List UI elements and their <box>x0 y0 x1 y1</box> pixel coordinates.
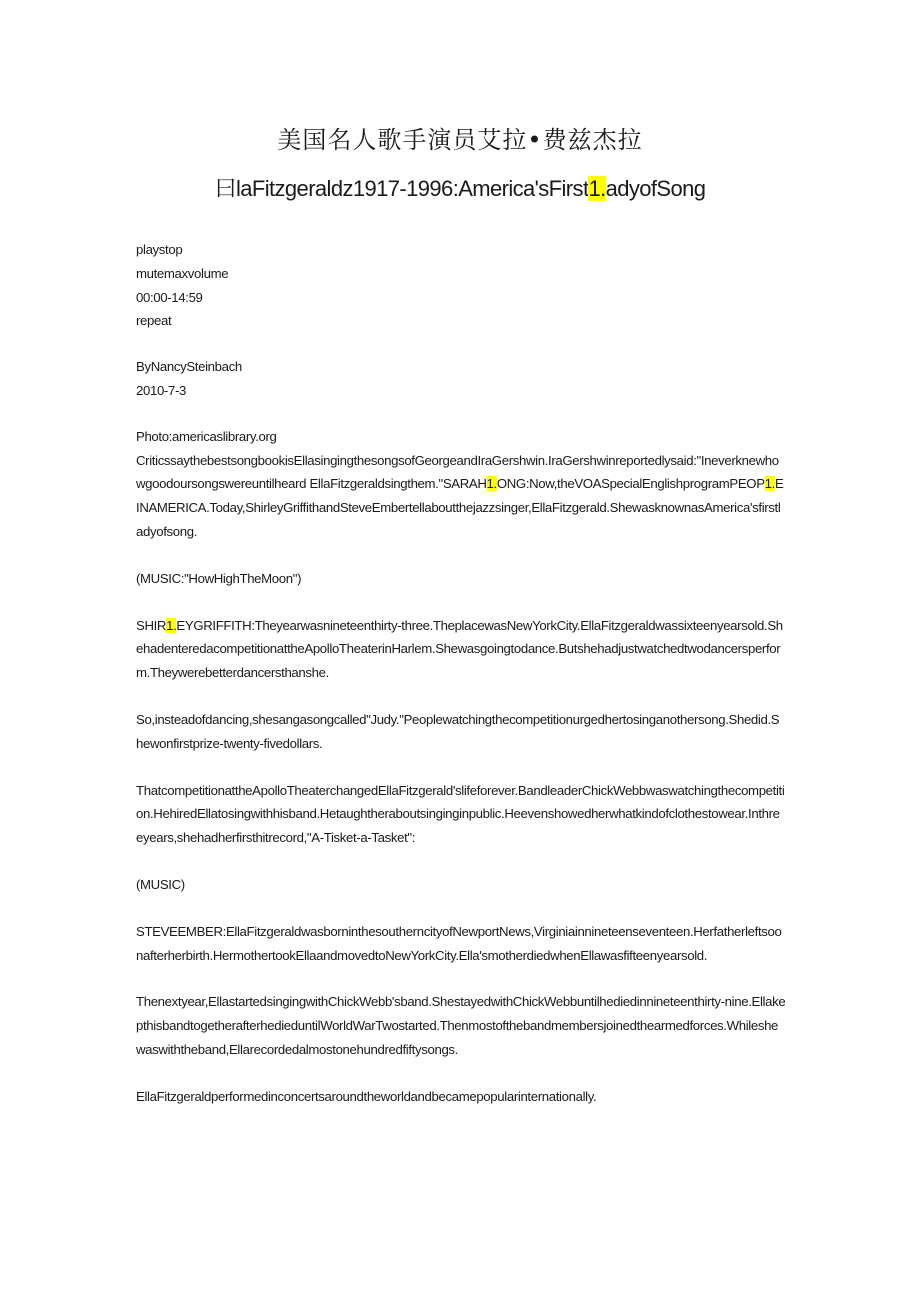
paragraph-intro <box>136 449 786 544</box>
byline-author: ByNancySteinbach <box>136 359 242 375</box>
paragraph-intro-text-a: CriticssaythebestsongbookisEllasingingthesongsofGeorgeandIraGershwin.IraGershwinreportedlysaid:"Ineverknewhowgoodoursongswereuntilheard EllaFitzgeraldsingthem."SARAH <box>136 452 779 492</box>
paragraph-intro-text-c: EINAMERICA.Today,ShirleyGriffithandSteveEmbertellaboutthejazzsinger,EllaFitzgerald.ShewasknownasAmerica'sfirstladyofsong. <box>136 476 784 539</box>
paragraph-shirley-text-a: SHIR <box>136 617 167 633</box>
music-cue-2: (MUSIC) <box>136 876 185 892</box>
highlight-mark: 1. <box>764 476 775 492</box>
paragraph-steve: STEVEEMBER:EllaFitzgeraldwasborninthesoutherncityofNewportNews,Virginiainnineteenseventeen.Herfatherleftsoonafterherbirth.HermothertookEllaandmovedtoNewYorkCity.Ella'smotherdiedwhenEllawasfifteenyearsold. <box>136 923 782 963</box>
title-english <box>0 172 920 203</box>
article-body <box>136 238 786 1109</box>
title-english-highlight: 1. <box>588 176 606 201</box>
paragraph-shirley-text-b: EYGRIFFITH:Theyearwasnineteenthirty-three.TheplacewasNewYorkCity.EllaFitzgeraldwassixteenyearsold.ShehadenteredacompetitionattheApolloTheaterinHarlem.Shewasgoingtodance.Butshehadjustwatchedtwodancersperform.Theywerebetterdancersthanshe. <box>136 617 783 681</box>
byline-date: 2010-7-3 <box>136 382 186 398</box>
title-english-part1: 曰laFitzgeraldz1917-1996:America'sFirst <box>214 176 589 201</box>
paragraph-chick-webb: ThatcompetitionattheApolloTheaterchangedEllaFitzgerald'slifeforever.BandleaderChickWebbwaswatchingthecompetition.HehiredEllatosingwithhisband.Hetaughtheraboutsinginginpublic.Heevenshowedherwhatkindofclothestowear.Inthreeyears,shehadherfirsthitrecord,"A-Tisket-a-Tasket": <box>136 782 785 846</box>
highlight-mark: 1. <box>166 617 177 633</box>
player-controls-play-stop: playstop <box>136 242 183 257</box>
photo-credit: Photo:americaslibrary.org <box>136 428 277 444</box>
music-cue-1: (MUSIC:"HowHighTheMoon") <box>136 570 302 586</box>
paragraph-next-year: Thenextyear,EllastartedsingingwithChickWebb'sband.ShestayedwithChickWebbuntilhediedinnineteenthirty-nine.EllakepthisbandtogetherafterhedieduntilWorldWarTwostarted.Thenmostofthebandmembersjoinedthearmedforces.Whileshewaswiththeband,Ellarecordedalmostonehundredfiftysongs. <box>136 994 786 1057</box>
title-chinese: 美国名人歌手演员艾拉•费兹杰拉 <box>277 126 643 154</box>
paragraph-shirley <box>136 614 786 685</box>
player-repeat: repeat <box>136 313 172 329</box>
highlight-mark: 1. <box>486 476 497 492</box>
title-english-part2: adyofSong <box>605 176 706 201</box>
paragraph-intro-text-b: ONG:Now,theVOASpecialEnglishprogramPEOP <box>496 476 765 492</box>
paragraph-judy: So,insteadofdancing,shesangasongcalled"Judy."Peoplewatchingthecompetitionurgedhertosinganothersong.Shedid.Shewonfirstprize-twenty-fivedollars. <box>136 711 780 751</box>
player-controls-volume: mutemaxvolume <box>136 265 229 281</box>
player-time: 00:00-14:59 <box>136 289 203 305</box>
paragraph-concerts: EllaFitzgeraldperformedinconcertsaroundtheworldandbecamepopularinternationally. <box>136 1088 597 1104</box>
